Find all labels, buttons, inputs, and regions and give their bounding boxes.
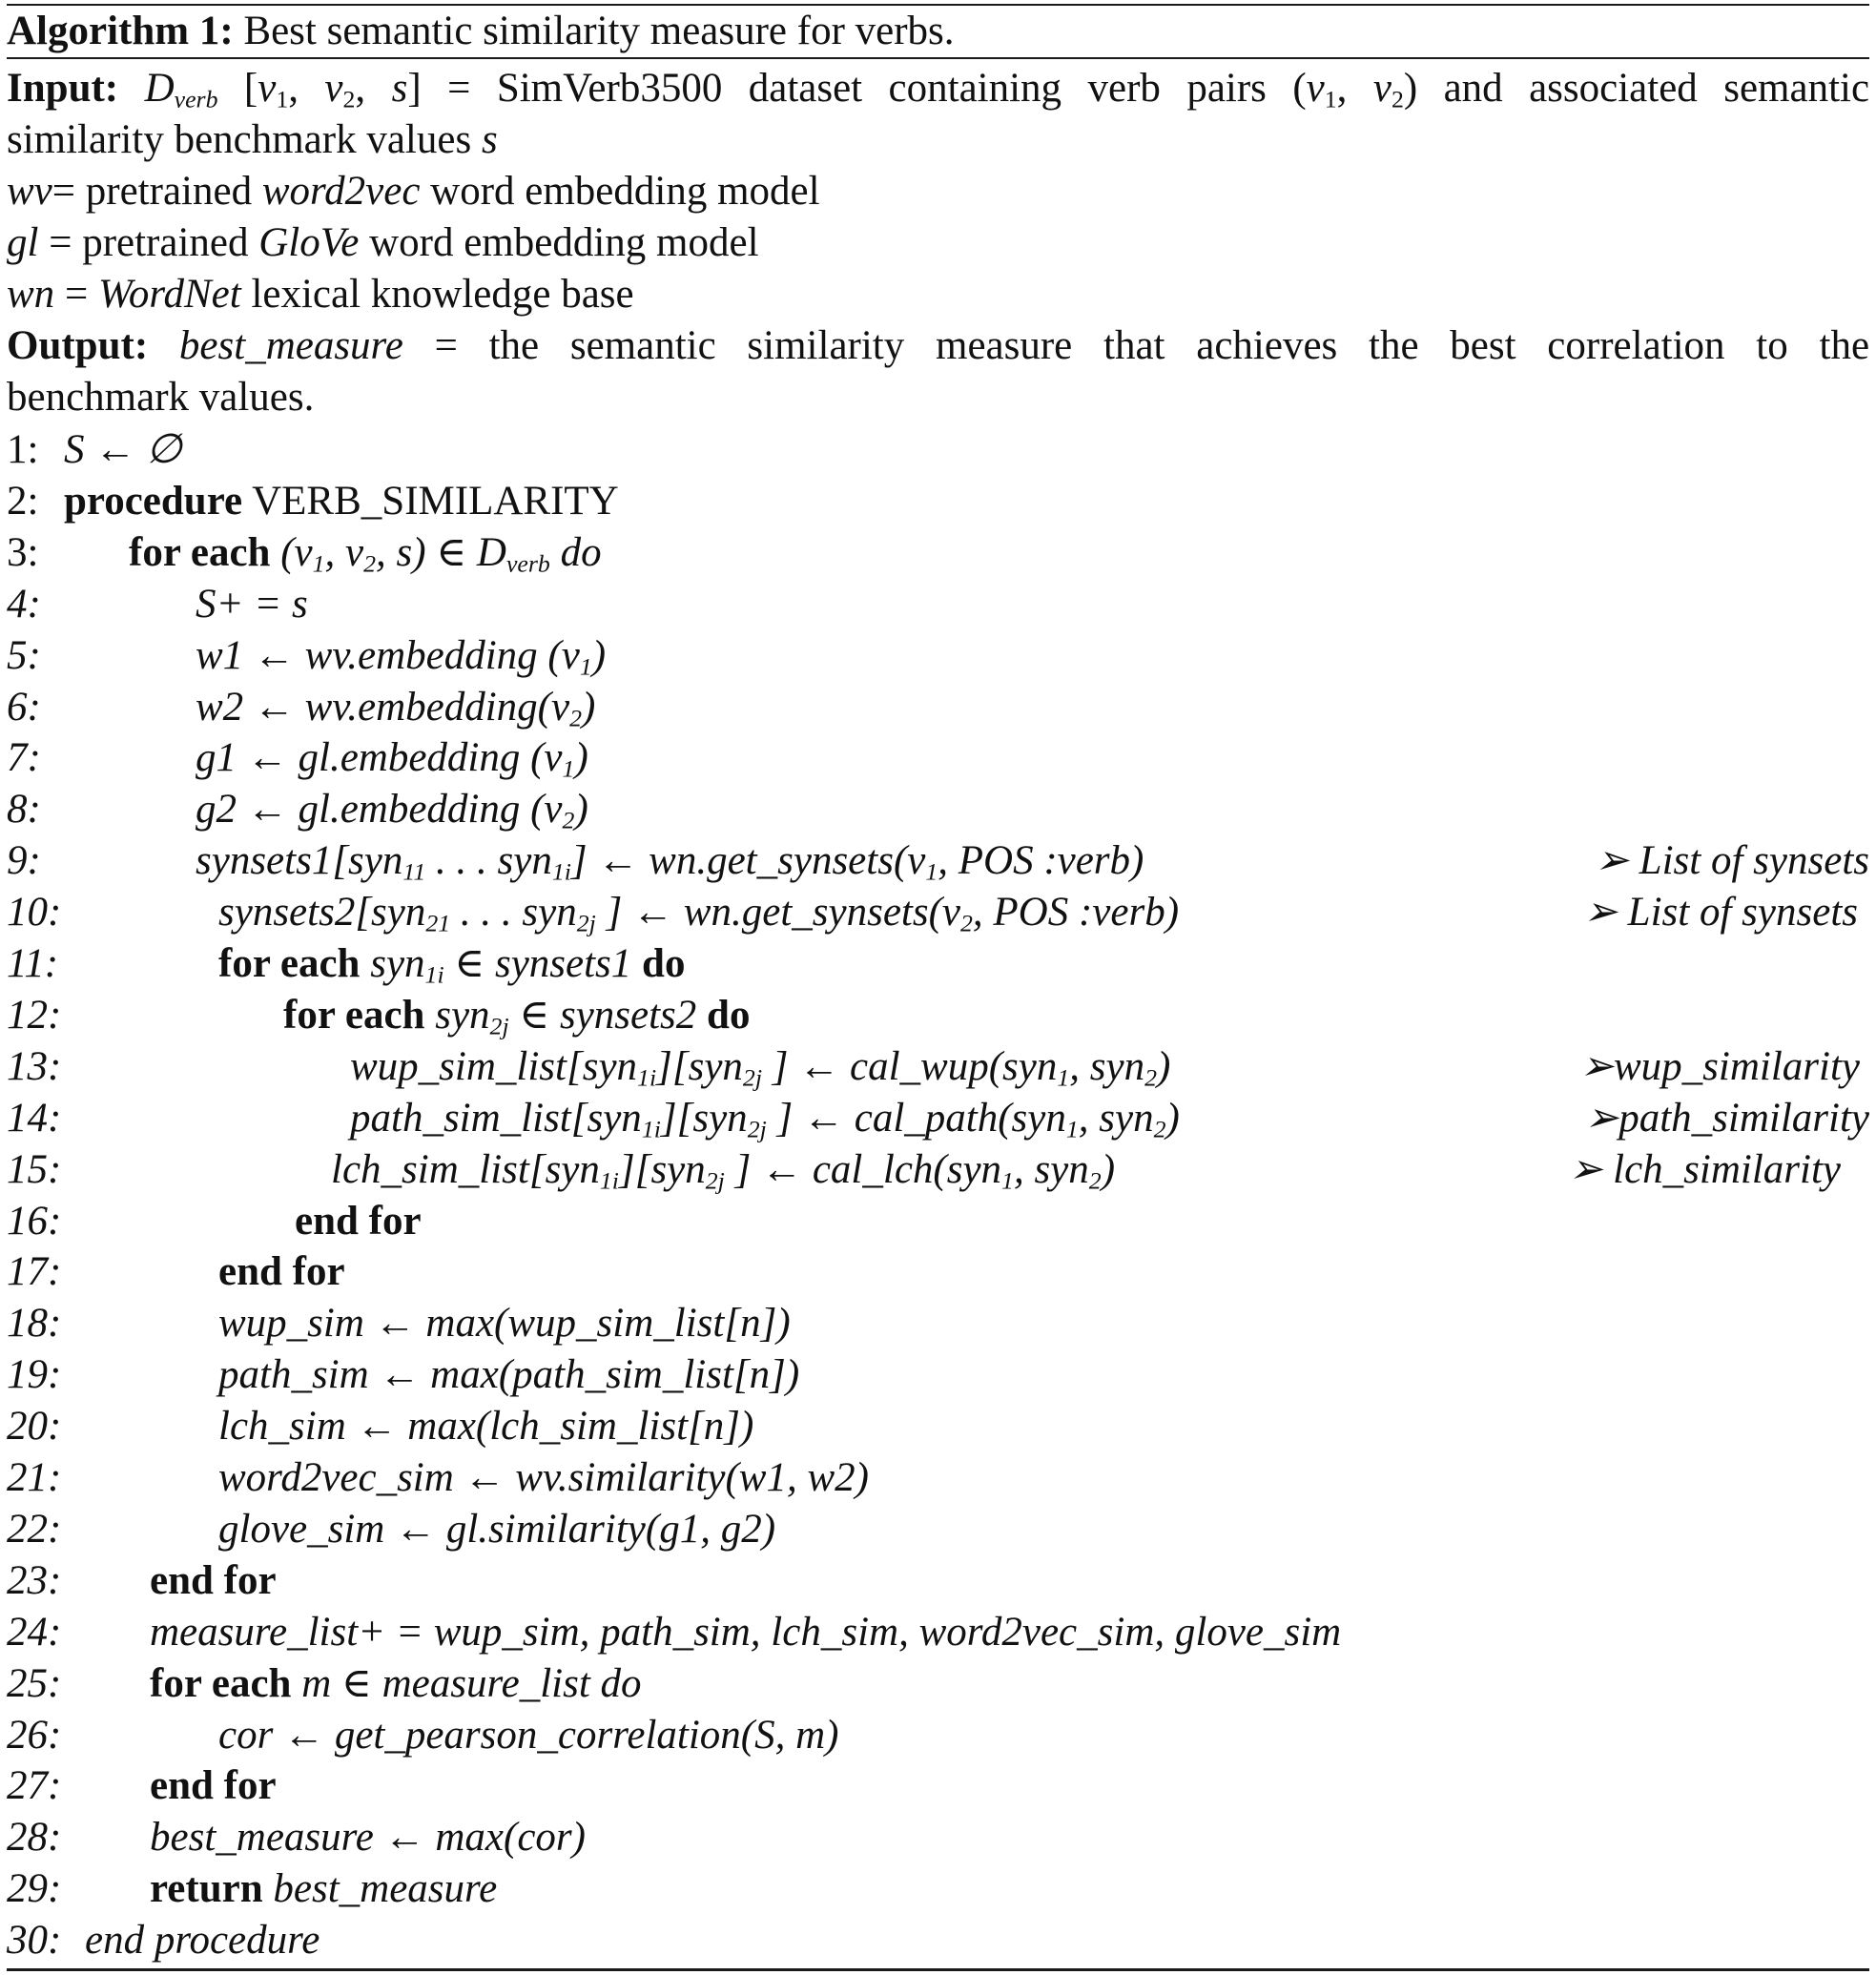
output-line-1: Output: best_measure = the semantic similarity measure that achieves the best correlation to the — [7, 323, 1870, 368]
code-token: end for — [150, 1558, 277, 1603]
code-token: 2 — [1144, 1063, 1157, 1092]
code-token: ) — [574, 735, 588, 780]
code-token: , syn — [1069, 1044, 1145, 1089]
line-code — [64, 476, 619, 527]
line-number: 13: — [7, 1044, 62, 1089]
line-number: 4: — [7, 582, 41, 627]
input-line-1: Input: $D_{verb}$ [$v_1$, $v_2$, s] = SimVerb3500 dataset containing verb pairs ($v_1$, $v_2$) and associated semantic — [7, 66, 1870, 113]
line-code — [350, 1093, 1180, 1144]
code-token: 2j — [705, 1166, 725, 1195]
code-token: 1 — [312, 549, 325, 578]
algorithm-line — [7, 1196, 1869, 1247]
code-token: syn — [424, 993, 490, 1038]
algorithm-line — [7, 1760, 1869, 1812]
code-token: lch_sim ← max(lch_sim_list[n]) — [218, 1404, 754, 1449]
code-token: 2j — [576, 909, 596, 937]
line-number: 25: — [7, 1661, 62, 1706]
algorithm-line — [7, 732, 1869, 784]
code-token: VERB_SIMILARITY — [242, 479, 619, 524]
line-code — [150, 1812, 586, 1863]
code-token: 1 — [1001, 1166, 1014, 1195]
code-token: measure_list+ = wup_sim, path_sim, lch_sim, word2vec_sim, glove_sim — [150, 1610, 1342, 1655]
code-token: w1 ← wv.embedding (v — [196, 633, 580, 678]
code-token: 1 — [1057, 1063, 1070, 1092]
input-wn: wn = WordNet lexical knowledge base — [7, 272, 634, 317]
line-code — [218, 1710, 838, 1761]
code-token: for each — [218, 941, 361, 986]
algorithm-line — [7, 424, 1869, 476]
code-token: ) — [1156, 1044, 1171, 1089]
line-number: 7: — [7, 735, 41, 780]
code-token: ] ← cal_wup(syn — [762, 1044, 1058, 1089]
code-token: do — [642, 941, 686, 986]
code-token: path_sim ← max(path_sim_list[n]) — [218, 1352, 800, 1397]
line-comment: ➢ List of synsets — [1594, 838, 1869, 883]
code-token: verb — [505, 549, 550, 578]
line-number: 22: — [7, 1507, 62, 1552]
code-token: 2 — [562, 806, 575, 834]
code-token: 1 — [1065, 1115, 1079, 1143]
algorithm-line — [7, 1658, 1869, 1710]
caption-rule — [7, 57, 1869, 59]
algorithm-line — [7, 1093, 1869, 1144]
line-number: 30: — [7, 1918, 62, 1963]
code-token: for each — [150, 1661, 292, 1706]
code-token: 2 — [1153, 1115, 1166, 1143]
code-token: best_measure ← max(cor) — [150, 1815, 586, 1860]
algorithm-line — [7, 1401, 1869, 1452]
code-token: ][syn — [656, 1044, 743, 1089]
code-token: ][syn — [660, 1096, 748, 1141]
code-token: ] ← wn.get_synsets(v — [570, 838, 926, 883]
line-number: 21: — [7, 1455, 62, 1500]
code-token: for each — [283, 993, 425, 1038]
line-number: 12: — [7, 993, 62, 1038]
algorithm-line — [7, 1041, 1869, 1093]
code-token: m ∈ measure_list do — [291, 1661, 642, 1706]
code-token: ) — [1165, 1096, 1180, 1141]
code-token: , POS :verb) — [938, 838, 1144, 883]
algorithm-line — [7, 1349, 1869, 1401]
code-token: 1i — [424, 960, 444, 989]
code-token: ][syn — [618, 1147, 706, 1192]
line-comment: ➢ List of synsets — [1582, 890, 1858, 935]
code-token: 1 — [925, 857, 938, 886]
code-token: 2j — [747, 1115, 767, 1143]
algorithm-caption-text: Best semantic similarity measure for verbs. — [243, 9, 955, 53]
line-code — [150, 1555, 277, 1607]
code-token: 1i — [637, 1063, 657, 1092]
line-code — [196, 682, 595, 733]
code-token: , s) ∈ D — [376, 530, 506, 575]
line-code — [150, 1863, 497, 1915]
line-number: 18: — [7, 1301, 62, 1346]
code-token: for each — [129, 530, 271, 575]
line-code — [218, 1246, 345, 1298]
line-number: 8: — [7, 787, 41, 832]
code-token: g2 ← gl.embedding (v — [196, 787, 563, 832]
line-code — [218, 938, 685, 990]
algorithm-line — [7, 1710, 1869, 1761]
code-token: do — [549, 530, 602, 575]
algorithm-line — [7, 1452, 1869, 1504]
line-code — [283, 990, 750, 1041]
line-code — [350, 1041, 1170, 1093]
input-line-2: similarity benchmark values s — [7, 117, 498, 162]
code-token: 1 — [579, 652, 592, 681]
input-wv: wv= pretrained word2vec word embedding model — [7, 169, 820, 214]
code-token: return — [150, 1866, 263, 1911]
algorithm-line — [7, 1812, 1869, 1863]
line-code — [150, 1607, 1341, 1658]
line-comment: ➢wup_similarity — [1578, 1044, 1860, 1089]
code-token: , syn — [1078, 1096, 1154, 1141]
code-token: 1i — [641, 1115, 661, 1143]
line-number: 14: — [7, 1096, 62, 1141]
algorithm-line — [7, 1504, 1869, 1555]
algorithm-line — [7, 1555, 1869, 1607]
code-token: 2 — [1088, 1166, 1102, 1195]
algorithm-line — [7, 682, 1869, 733]
bottom-rule — [7, 1968, 1869, 1971]
code-token: . . . syn — [425, 838, 552, 883]
code-token: ] ← cal_lch(syn — [724, 1147, 1002, 1192]
code-token: procedure — [64, 479, 243, 524]
algorithm-line — [7, 1298, 1869, 1349]
output-label: Output: — [7, 323, 149, 368]
code-token: cor ← get_pearson_correlation(S, m) — [218, 1713, 839, 1758]
line-code — [64, 424, 181, 476]
line-number: 1: — [7, 427, 39, 472]
line-code — [218, 1452, 869, 1504]
line-number: 23: — [7, 1558, 62, 1603]
algorithm-line — [7, 630, 1869, 682]
line-code — [196, 579, 308, 630]
code-token: ∈ synsets1 — [443, 941, 643, 986]
code-token: ] ← wn.get_synsets(v — [595, 890, 960, 935]
line-code — [196, 630, 606, 682]
code-token: ) — [574, 787, 588, 832]
code-token: wup_sim_list[syn — [350, 1044, 638, 1089]
line-number: 20: — [7, 1404, 62, 1449]
code-token: , POS :verb) — [972, 890, 1180, 935]
algorithm-line — [7, 835, 1869, 887]
algorithm-line — [7, 1863, 1869, 1915]
line-number: 6: — [7, 685, 41, 730]
code-token: , v — [324, 530, 364, 575]
line-code — [331, 1144, 1115, 1196]
line-number: 28: — [7, 1815, 62, 1860]
code-token: 21 — [425, 909, 451, 937]
code-token: 1 — [562, 754, 575, 783]
code-token: S ← ∅ — [64, 427, 182, 472]
code-token: w2 ← wv.embedding(v — [196, 685, 570, 730]
line-code — [150, 1760, 277, 1812]
code-token: (v — [270, 530, 313, 575]
line-number: 19: — [7, 1352, 62, 1397]
line-number: 29: — [7, 1866, 62, 1911]
line-number: 26: — [7, 1713, 62, 1758]
algorithm-caption — [7, 6, 955, 57]
code-token: , syn — [1013, 1147, 1089, 1192]
code-token: 2j — [742, 1063, 762, 1092]
code-token: ∈ synsets2 — [508, 993, 708, 1038]
code-token: ) — [582, 685, 596, 730]
code-token: 1i — [599, 1166, 619, 1195]
algorithm-line — [7, 1607, 1869, 1658]
line-code — [218, 1401, 753, 1452]
code-token: syn — [360, 941, 425, 986]
line-number: 27: — [7, 1763, 62, 1808]
line-code — [218, 1504, 775, 1555]
input-gl: gl = pretrained GloVe word embedding model — [7, 220, 759, 265]
line-code — [85, 1915, 320, 1966]
code-token: wup_sim ← max(wup_sim_list[n]) — [218, 1301, 791, 1346]
code-token: best_measure — [262, 1866, 498, 1911]
code-token: end for — [218, 1249, 345, 1294]
algorithm-line — [7, 527, 1869, 579]
code-token: glove_sim ← gl.similarity(g1, g2) — [218, 1507, 776, 1552]
algorithm-line — [7, 784, 1869, 835]
code-token: end for — [150, 1763, 277, 1808]
code-token: 2 — [569, 704, 582, 732]
line-code — [218, 887, 1179, 938]
line-number: 11: — [7, 941, 59, 986]
code-token: end procedure — [85, 1918, 320, 1963]
line-code — [295, 1196, 422, 1247]
code-token: do — [707, 993, 751, 1038]
code-token: synsets2[syn — [218, 890, 426, 935]
line-number: 24: — [7, 1610, 62, 1655]
line-code — [129, 527, 602, 579]
code-token: ] ← cal_path(syn — [766, 1096, 1066, 1141]
code-token: g1 ← gl.embedding (v — [196, 735, 563, 780]
line-number: 2: — [7, 479, 39, 524]
line-code — [196, 835, 1144, 887]
algorithm-line — [7, 1144, 1869, 1196]
line-number: 10: — [7, 890, 62, 935]
line-code — [150, 1658, 642, 1710]
line-code — [218, 1349, 799, 1401]
algorithm-line — [7, 579, 1869, 630]
input-label: Input: — [7, 66, 119, 111]
code-token: 2 — [960, 909, 973, 937]
code-token: word2vec_sim ← wv.similarity(w1, w2) — [218, 1455, 869, 1500]
line-number: 3: — [7, 530, 39, 575]
line-code — [196, 784, 588, 835]
algorithm-line — [7, 476, 1869, 527]
line-number: 16: — [7, 1199, 62, 1244]
code-token: path_sim_list[syn — [350, 1096, 642, 1141]
line-code — [218, 1298, 791, 1349]
code-token: lch_sim_list[syn — [331, 1147, 600, 1192]
code-token: 1i — [551, 857, 571, 886]
code-token: end for — [295, 1199, 422, 1244]
line-comment: ➢ lch_similarity — [1568, 1147, 1841, 1192]
code-token: ) — [591, 633, 607, 678]
algorithm-line — [7, 938, 1869, 990]
line-number: 9: — [7, 838, 41, 883]
code-token: 2j — [489, 1012, 509, 1040]
algorithm-line — [7, 1246, 1869, 1298]
line-code — [196, 732, 588, 784]
line-number: 17: — [7, 1249, 62, 1294]
code-token: 2 — [363, 549, 377, 578]
algorithm-label: Algorithm 1: — [7, 9, 234, 53]
algorithm-line — [7, 887, 1869, 938]
code-token: ) — [1101, 1147, 1116, 1192]
code-token: 11 — [402, 857, 426, 886]
algorithm-line — [7, 990, 1869, 1041]
algorithm-line — [7, 1915, 1869, 1966]
code-token: synsets1[syn — [196, 838, 403, 883]
code-token: . . . syn — [450, 890, 577, 935]
output-line-2: benchmark values. — [7, 375, 315, 420]
line-number: 15: — [7, 1147, 62, 1192]
line-number: 5: — [7, 633, 41, 678]
line-comment: ➢path_similarity — [1584, 1096, 1869, 1141]
code-token: S+ = s — [196, 582, 308, 627]
